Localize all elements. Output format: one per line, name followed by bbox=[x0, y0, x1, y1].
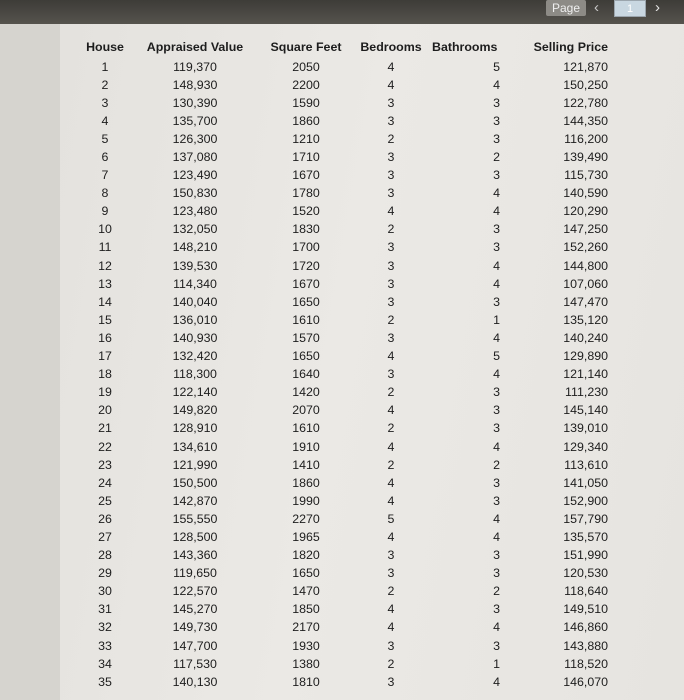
cell-bedrooms: 5 bbox=[387, 511, 395, 526]
cell-bedrooms: 3 bbox=[387, 294, 395, 309]
cell-square-feet: 2070 bbox=[292, 403, 320, 418]
cell-house: 23 bbox=[98, 457, 112, 472]
house-data-table bbox=[80, 36, 612, 691]
cell-appraised-value: 134,610 bbox=[172, 439, 218, 454]
cell-bedrooms: 2 bbox=[387, 457, 395, 472]
cell-appraised-value: 123,480 bbox=[172, 204, 218, 219]
table-row bbox=[80, 655, 612, 673]
cell-square-feet: 1520 bbox=[292, 204, 320, 219]
cell-square-feet: 1860 bbox=[292, 475, 320, 490]
cell-bedrooms: 4 bbox=[387, 620, 395, 635]
cell-appraised-value: 148,210 bbox=[172, 240, 218, 255]
cell-appraised-value: 135,700 bbox=[172, 113, 218, 128]
table-row bbox=[80, 167, 612, 185]
cell-house: 18 bbox=[98, 367, 112, 382]
cell-appraised-value: 122,570 bbox=[172, 584, 218, 599]
cell-bathrooms: 3 bbox=[493, 113, 500, 128]
cell-house: 24 bbox=[98, 475, 112, 490]
table-row bbox=[80, 384, 612, 402]
table-row bbox=[80, 510, 612, 528]
cell-house: 19 bbox=[98, 385, 112, 400]
cell-house: 12 bbox=[98, 258, 112, 273]
cell-appraised-value: 149,820 bbox=[172, 403, 218, 418]
cell-square-feet: 1670 bbox=[292, 168, 320, 183]
cell-appraised-value: 128,910 bbox=[172, 421, 218, 436]
cell-bedrooms: 3 bbox=[387, 276, 395, 291]
cell-selling-price: 121,140 bbox=[563, 367, 608, 382]
cell-house: 16 bbox=[98, 330, 112, 345]
cell-square-feet: 1650 bbox=[292, 349, 320, 364]
table-row bbox=[80, 619, 612, 637]
cell-bathrooms: 4 bbox=[493, 77, 500, 92]
cell-bedrooms: 3 bbox=[387, 186, 395, 201]
cell-bedrooms: 3 bbox=[387, 258, 395, 273]
table-row bbox=[80, 673, 612, 691]
cell-square-feet: 1700 bbox=[292, 240, 320, 255]
cell-bedrooms: 4 bbox=[387, 602, 395, 617]
cell-bedrooms: 4 bbox=[387, 349, 395, 364]
cell-selling-price: 150,250 bbox=[563, 77, 608, 92]
cell-appraised-value: 130,390 bbox=[172, 95, 218, 110]
cell-bedrooms: 3 bbox=[387, 674, 395, 689]
cell-appraised-value: 132,050 bbox=[172, 222, 218, 237]
cell-appraised-value: 140,930 bbox=[172, 330, 218, 345]
cell-bedrooms: 3 bbox=[387, 113, 395, 128]
cell-bedrooms: 2 bbox=[387, 385, 395, 400]
cell-bathrooms: 3 bbox=[493, 385, 500, 400]
page-label: Page bbox=[546, 0, 586, 16]
cell-square-feet: 1710 bbox=[292, 150, 320, 165]
cell-bathrooms: 3 bbox=[493, 168, 500, 183]
header-selling-price: Selling Price bbox=[533, 40, 608, 54]
cell-selling-price: 135,120 bbox=[563, 312, 608, 327]
cell-appraised-value: 147,700 bbox=[172, 638, 218, 653]
cell-bathrooms: 3 bbox=[493, 602, 500, 617]
cell-house: 7 bbox=[101, 168, 109, 183]
cell-bathrooms: 3 bbox=[493, 421, 500, 436]
cell-selling-price: 122,780 bbox=[563, 95, 608, 110]
cell-bathrooms: 3 bbox=[493, 475, 500, 490]
cell-house: 29 bbox=[98, 566, 112, 581]
header-bedrooms: Bedrooms bbox=[360, 40, 422, 54]
cell-selling-price: 135,570 bbox=[563, 529, 608, 544]
cell-bedrooms: 4 bbox=[387, 59, 395, 74]
cell-selling-price: 147,470 bbox=[563, 294, 608, 309]
cell-house: 17 bbox=[98, 349, 112, 364]
cell-appraised-value: 122,140 bbox=[172, 385, 218, 400]
cell-appraised-value: 126,300 bbox=[172, 131, 218, 146]
cell-appraised-value: 149,730 bbox=[172, 620, 218, 635]
table-row bbox=[80, 311, 612, 329]
table-row bbox=[80, 203, 612, 221]
cell-appraised-value: 145,270 bbox=[172, 602, 218, 617]
cell-square-feet: 1670 bbox=[292, 276, 320, 291]
cell-appraised-value: 119,370 bbox=[173, 59, 217, 74]
cell-selling-price: 146,070 bbox=[563, 674, 608, 689]
table-row bbox=[80, 257, 612, 275]
table-row bbox=[80, 185, 612, 203]
cell-selling-price: 107,060 bbox=[563, 276, 608, 291]
cell-house: 21 bbox=[98, 421, 112, 436]
cell-selling-price: 146,860 bbox=[563, 620, 608, 635]
cell-bedrooms: 2 bbox=[387, 584, 395, 599]
cell-bedrooms: 3 bbox=[387, 150, 395, 165]
cell-bedrooms: 4 bbox=[387, 403, 395, 418]
cell-appraised-value: 128,500 bbox=[172, 529, 218, 544]
cell-selling-price: 143,880 bbox=[563, 638, 608, 653]
cell-square-feet: 1830 bbox=[292, 222, 320, 237]
left-margin bbox=[0, 24, 60, 700]
cell-square-feet: 1410 bbox=[292, 457, 320, 472]
cell-bathrooms: 1 bbox=[493, 312, 500, 327]
cell-bedrooms: 3 bbox=[387, 566, 395, 581]
cell-square-feet: 1650 bbox=[292, 566, 320, 581]
table-row bbox=[80, 583, 612, 601]
cell-house: 4 bbox=[101, 113, 109, 128]
table-row bbox=[80, 492, 612, 510]
cell-square-feet: 1965 bbox=[292, 529, 320, 544]
cell-house: 5 bbox=[101, 131, 109, 146]
cell-bathrooms: 3 bbox=[493, 240, 500, 255]
cell-square-feet: 1990 bbox=[292, 493, 320, 508]
cell-bathrooms: 4 bbox=[493, 204, 500, 219]
cell-selling-price: 129,890 bbox=[563, 349, 608, 364]
cell-bathrooms: 5 bbox=[493, 59, 500, 74]
cell-square-feet: 1810 bbox=[292, 674, 320, 689]
cell-bathrooms: 4 bbox=[493, 258, 500, 273]
cell-bathrooms: 4 bbox=[493, 276, 500, 291]
cell-selling-price: 113,610 bbox=[564, 457, 608, 472]
cell-square-feet: 1640 bbox=[292, 367, 320, 382]
cell-house: 11 bbox=[98, 240, 112, 255]
cell-bathrooms: 2 bbox=[493, 457, 500, 472]
cell-square-feet: 1720 bbox=[292, 258, 320, 273]
cell-appraised-value: 155,550 bbox=[172, 511, 218, 526]
cell-square-feet: 1850 bbox=[292, 602, 320, 617]
cell-selling-price: 118,640 bbox=[564, 584, 608, 599]
header-house: House bbox=[86, 40, 124, 54]
table-row bbox=[80, 293, 612, 311]
cell-bedrooms: 4 bbox=[387, 529, 395, 544]
cell-selling-price: 116,200 bbox=[564, 131, 608, 146]
table-row bbox=[80, 130, 612, 148]
table-row bbox=[80, 474, 612, 492]
cell-selling-price: 149,510 bbox=[563, 602, 608, 617]
cell-bedrooms: 3 bbox=[387, 548, 395, 563]
cell-bathrooms: 4 bbox=[493, 511, 500, 526]
cell-bedrooms: 3 bbox=[387, 240, 395, 255]
cell-house: 20 bbox=[98, 403, 112, 418]
cell-house: 9 bbox=[101, 204, 109, 219]
cell-selling-price: 120,530 bbox=[563, 566, 608, 581]
cell-square-feet: 2270 bbox=[292, 511, 320, 526]
cell-appraised-value: 117,530 bbox=[173, 656, 217, 671]
cell-house: 34 bbox=[98, 656, 112, 671]
cell-bedrooms: 4 bbox=[387, 77, 395, 92]
cell-square-feet: 1860 bbox=[292, 113, 320, 128]
cell-bathrooms: 4 bbox=[493, 439, 500, 454]
table-row bbox=[80, 528, 612, 546]
cell-square-feet: 1930 bbox=[292, 638, 320, 653]
cell-appraised-value: 114,340 bbox=[173, 276, 217, 291]
cell-square-feet: 1610 bbox=[292, 421, 320, 436]
previous-page-icon[interactable]: ‹ bbox=[594, 0, 599, 16]
cell-bathrooms: 4 bbox=[493, 529, 500, 544]
cell-bedrooms: 4 bbox=[387, 475, 395, 490]
cell-bathrooms: 4 bbox=[493, 330, 500, 345]
cell-selling-price: 147,250 bbox=[563, 222, 608, 237]
cell-appraised-value: 121,990 bbox=[172, 457, 218, 472]
cell-house: 3 bbox=[101, 95, 109, 110]
table-row bbox=[80, 329, 612, 347]
cell-house: 33 bbox=[98, 638, 112, 653]
cell-house: 10 bbox=[98, 222, 112, 237]
cell-appraised-value: 139,530 bbox=[172, 258, 218, 273]
table-row bbox=[80, 76, 612, 94]
cell-bedrooms: 3 bbox=[387, 168, 395, 183]
cell-selling-price: 139,490 bbox=[563, 150, 608, 165]
cell-house: 22 bbox=[98, 439, 112, 454]
cell-bedrooms: 2 bbox=[387, 222, 395, 237]
cell-square-feet: 2200 bbox=[292, 77, 320, 92]
cell-square-feet: 1780 bbox=[292, 186, 320, 201]
table-row bbox=[80, 456, 612, 474]
table-row bbox=[80, 366, 612, 384]
cell-house: 26 bbox=[98, 511, 112, 526]
cell-house: 28 bbox=[98, 548, 112, 563]
cell-square-feet: 1910 bbox=[292, 439, 320, 454]
table-row bbox=[80, 148, 612, 166]
cell-bathrooms: 3 bbox=[493, 131, 500, 146]
cell-bathrooms: 3 bbox=[493, 548, 500, 563]
cell-appraised-value: 118,300 bbox=[173, 367, 217, 382]
next-page-icon[interactable]: › bbox=[655, 0, 660, 16]
cell-bathrooms: 3 bbox=[493, 493, 500, 508]
cell-selling-price: 152,260 bbox=[563, 240, 608, 255]
cell-appraised-value: 143,360 bbox=[172, 548, 218, 563]
cell-bathrooms: 4 bbox=[493, 620, 500, 635]
cell-appraised-value: 137,080 bbox=[172, 150, 218, 165]
table-header-row bbox=[80, 36, 612, 58]
cell-selling-price: 129,340 bbox=[563, 439, 608, 454]
cell-bedrooms: 2 bbox=[387, 656, 395, 671]
table-row bbox=[80, 239, 612, 257]
cell-square-feet: 1420 bbox=[292, 385, 320, 400]
table-row bbox=[80, 348, 612, 366]
table-row bbox=[80, 438, 612, 456]
cell-appraised-value: 132,420 bbox=[172, 349, 218, 364]
cell-square-feet: 1470 bbox=[292, 584, 320, 599]
cell-selling-price: 118,520 bbox=[564, 656, 608, 671]
cell-bathrooms: 4 bbox=[493, 674, 500, 689]
header-square-feet: Square Feet bbox=[270, 40, 342, 54]
cell-house: 2 bbox=[101, 77, 109, 92]
viewer-toolbar bbox=[0, 0, 684, 26]
cell-selling-price: 140,240 bbox=[563, 330, 608, 345]
table-row bbox=[80, 112, 612, 130]
cell-house: 32 bbox=[98, 620, 112, 635]
cell-house: 27 bbox=[98, 529, 112, 544]
cell-bedrooms: 2 bbox=[387, 421, 395, 436]
cell-bedrooms: 3 bbox=[387, 95, 395, 110]
table-row bbox=[80, 637, 612, 655]
cell-bathrooms: 3 bbox=[493, 566, 500, 581]
cell-bedrooms: 3 bbox=[387, 330, 395, 345]
cell-house: 15 bbox=[98, 312, 112, 327]
cell-selling-price: 151,990 bbox=[563, 548, 608, 563]
table-row bbox=[80, 402, 612, 420]
cell-appraised-value: 140,040 bbox=[172, 294, 218, 309]
cell-house: 13 bbox=[98, 276, 112, 291]
cell-selling-price: 145,140 bbox=[563, 403, 608, 418]
cell-bedrooms: 2 bbox=[387, 131, 395, 146]
table-row bbox=[80, 58, 612, 76]
cell-selling-price: 144,350 bbox=[563, 113, 608, 128]
cell-appraised-value: 123,490 bbox=[172, 168, 218, 183]
cell-appraised-value: 142,870 bbox=[172, 493, 218, 508]
cell-selling-price: 140,590 bbox=[563, 186, 608, 201]
cell-selling-price: 115,730 bbox=[564, 168, 608, 183]
table-row bbox=[80, 221, 612, 239]
cell-appraised-value: 119,650 bbox=[173, 566, 217, 581]
page-number-input[interactable] bbox=[614, 0, 646, 17]
cell-square-feet: 2050 bbox=[292, 59, 320, 74]
cell-appraised-value: 150,500 bbox=[172, 475, 218, 490]
table-row bbox=[80, 420, 612, 438]
cell-square-feet: 1210 bbox=[292, 131, 320, 146]
cell-selling-price: 144,800 bbox=[563, 258, 608, 273]
cell-square-feet: 1590 bbox=[292, 95, 320, 110]
cell-square-feet: 1610 bbox=[292, 312, 320, 327]
cell-bathrooms: 3 bbox=[493, 95, 500, 110]
cell-appraised-value: 136,010 bbox=[172, 312, 218, 327]
cell-appraised-value: 148,930 bbox=[172, 77, 218, 92]
cell-selling-price: 120,290 bbox=[563, 204, 608, 219]
cell-bathrooms: 3 bbox=[493, 294, 500, 309]
cell-bathrooms: 3 bbox=[493, 638, 500, 653]
header-appraised-value: Appraised Value bbox=[146, 40, 244, 54]
cell-selling-price: 157,790 bbox=[563, 511, 608, 526]
cell-selling-price: 141,050 bbox=[563, 475, 608, 490]
cell-selling-price: 111,230 bbox=[565, 385, 608, 400]
cell-bathrooms: 2 bbox=[493, 584, 500, 599]
cell-square-feet: 1650 bbox=[292, 294, 320, 309]
cell-appraised-value: 150,830 bbox=[172, 186, 218, 201]
cell-bathrooms: 4 bbox=[493, 367, 500, 382]
cell-house: 25 bbox=[98, 493, 112, 508]
cell-appraised-value: 140,130 bbox=[172, 674, 218, 689]
cell-bedrooms: 2 bbox=[387, 312, 395, 327]
table-row bbox=[80, 547, 612, 565]
header-bathrooms: Bathrooms bbox=[432, 40, 498, 54]
table-row bbox=[80, 94, 612, 112]
cell-bedrooms: 4 bbox=[387, 439, 395, 454]
table-body bbox=[80, 58, 612, 691]
cell-square-feet: 1570 bbox=[292, 330, 320, 345]
table-row bbox=[80, 601, 612, 619]
cell-house: 31 bbox=[98, 602, 112, 617]
table-row bbox=[80, 565, 612, 583]
cell-square-feet: 1380 bbox=[292, 656, 320, 671]
cell-bedrooms: 4 bbox=[387, 493, 395, 508]
cell-bathrooms: 2 bbox=[493, 150, 500, 165]
cell-square-feet: 2170 bbox=[292, 620, 320, 635]
cell-selling-price: 121,870 bbox=[563, 59, 608, 74]
cell-bathrooms: 3 bbox=[493, 222, 500, 237]
cell-selling-price: 139,010 bbox=[563, 421, 608, 436]
cell-house: 8 bbox=[101, 186, 109, 201]
cell-selling-price: 152,900 bbox=[563, 493, 608, 508]
cell-square-feet: 1820 bbox=[292, 548, 320, 563]
table-row bbox=[80, 275, 612, 293]
cell-house: 35 bbox=[98, 674, 112, 689]
cell-house: 6 bbox=[101, 150, 109, 165]
cell-house: 30 bbox=[98, 584, 112, 599]
cell-bedrooms: 3 bbox=[387, 638, 395, 653]
cell-house: 14 bbox=[98, 294, 112, 309]
cell-bathrooms: 1 bbox=[493, 656, 500, 671]
cell-bathrooms: 4 bbox=[493, 186, 500, 201]
cell-bathrooms: 3 bbox=[493, 403, 500, 418]
cell-bedrooms: 3 bbox=[387, 367, 395, 382]
cell-bathrooms: 5 bbox=[493, 349, 500, 364]
cell-bedrooms: 4 bbox=[387, 204, 395, 219]
cell-house: 1 bbox=[101, 59, 109, 74]
